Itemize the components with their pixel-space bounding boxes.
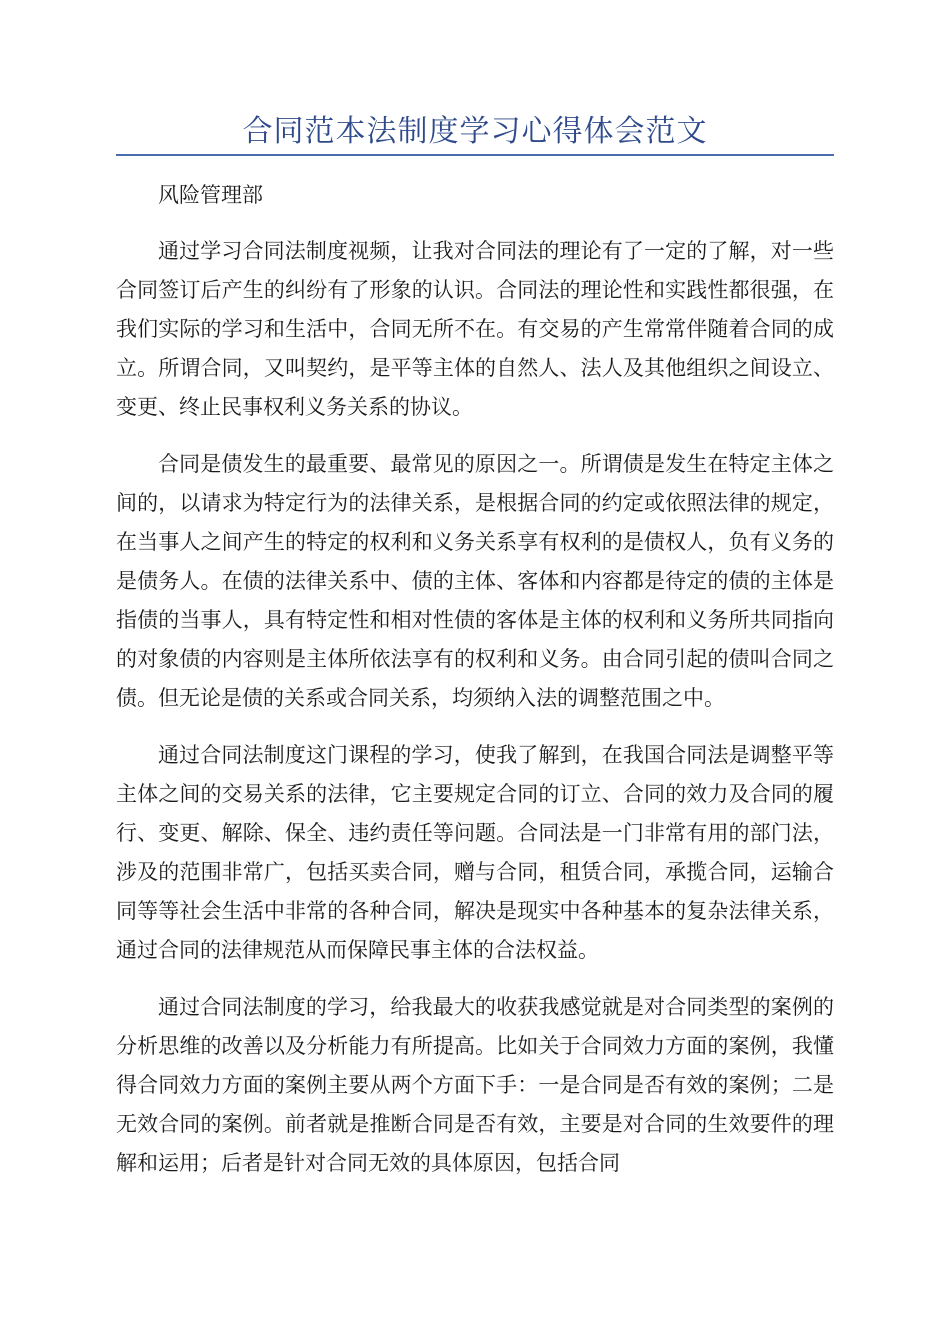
paragraph-1: 通过学习合同法制度视频，让我对合同法的理论有了一定的了解，对一些合同签订后产生的纠纷有了形象的认识。合同法的理论性和实践性都很强，在我们实际的学习和生活中，合同无所不在。有交易的产生常常伴随着合同的成立。所谓合同，又叫契约，是平等主体的自然人、法人及其他组织之间设立、变更、终止民事权利义务关系的协议。 [116,239,834,419]
title-underline [116,154,834,156]
paragraph-4: 通过合同法制度的学习，给我最大的收获我感觉就是对合同类型的案例的分析思维的改善以及分析能力有所提高。比如关于合同效力方面的案例，我懂得合同效力方面的案例主要从两个方面下手：一是合同是否有效的案例；二是无效合同的案例。前者就是推断合同是否有效，主要是对合同的生效要件的理解和运用；后者是针对合同无效的具体原因，包括合同 [116,995,834,1175]
department-name: 风险管理部 [158,183,263,207]
paragraph-2: 合同是债发生的最重要、最常见的原因之一。所谓债是发生在特定主体之间的，以请求为特定行为的法律关系，是根据合同的约定或依照法律的规定，在当事人之间产生的特定的权利和义务关系享有权利的是债权人，负有义务的是债务人。在债的法律关系中、债的主体、客体和内容都是待定的债的主体是指债的当事人，具有特定性和相对性债的客体是主体的权利和义务所共同指向的对象债的内容则是主体所依法享有的权利和义务。由合同引起的债叫合同之债。但无论是债的关系或合同关系，均须纳入法的调整范围之中。 [116,452,834,710]
paragraph-3: 通过合同法制度这门课程的学习，使我了解到，在我国合同法是调整平等主体之间的交易关系的法律，它主要规定合同的订立、合同的效力及合同的履行、变更、解除、保全、违约责任等问题。合同法是一门非常有用的部门法，涉及的范围非常广，包括买卖合同，赠与合同，租赁合同，承揽合同，运输合同等等社会生活中非常的各种合同，解决是现实中各种基本的复杂法律关系，通过合同的法律规范从而保障民事主体的合法权益。 [116,743,834,962]
document-title: 合同范本法制度学习心得体会范文 [242,114,708,149]
document-body [116,176,834,1201]
